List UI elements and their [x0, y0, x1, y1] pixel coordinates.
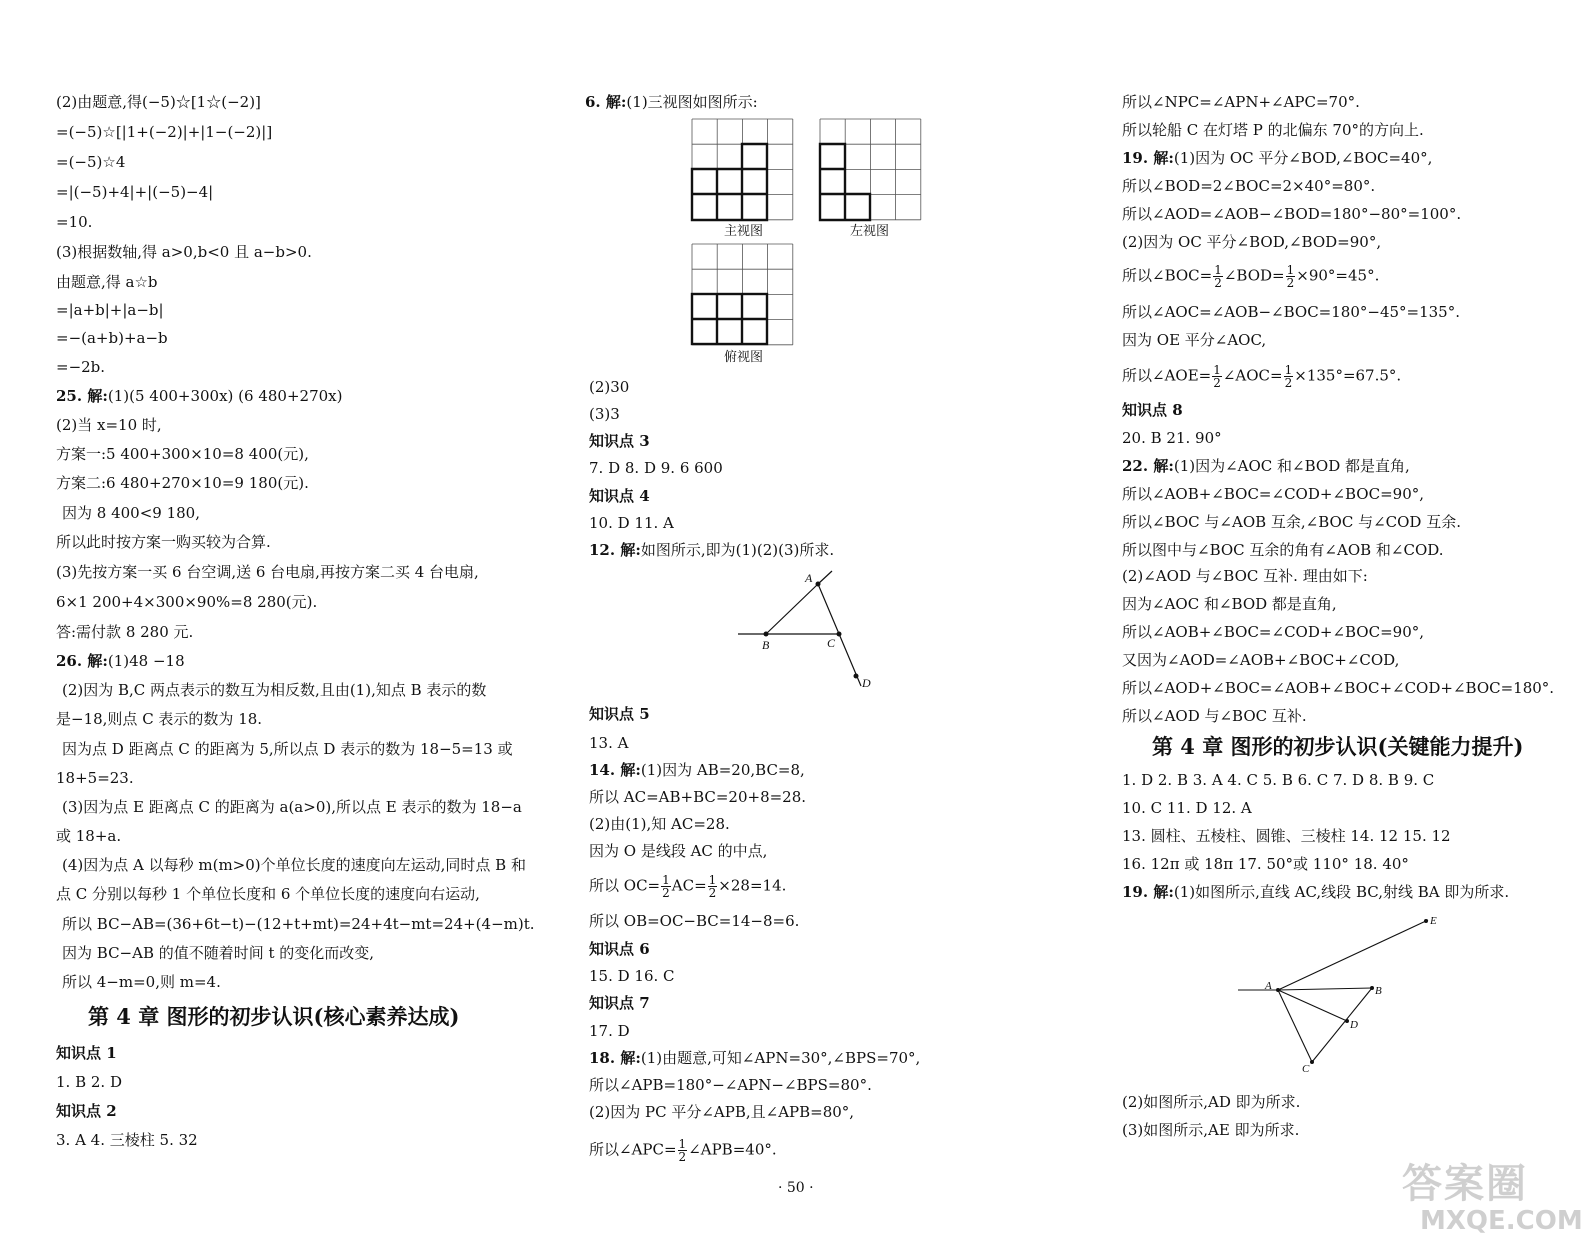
col1-line: 方案二:6 480+270×10=9 180(元). [56, 474, 309, 492]
fig12-label-d: D [862, 676, 871, 690]
col2-line [589, 540, 834, 560]
col1-line: 方案一:5 400+300×10=8 400(元), [56, 445, 309, 463]
problem-12-figure [736, 566, 886, 696]
watermark-logo [1402, 1152, 1528, 1209]
col1-line: 由题意,得 a☆b [56, 273, 158, 291]
col3b-line [1122, 882, 1509, 902]
col1-line: =10. [56, 213, 93, 231]
fraction: $\frac{1}{2}$ [678, 1137, 687, 1164]
col2-line: 知识点 6 [589, 940, 650, 958]
col2-line: 15. D 16. C [589, 967, 675, 985]
col1-line: 答:需付款 8 280 元. [56, 623, 194, 641]
col2-line: 知识点 3 [589, 432, 650, 450]
solution-text: (1)由题意,可知∠APN=30°,∠BPS=70°, [640, 1049, 921, 1067]
left-view-caption: 左视图 [850, 224, 890, 239]
chapter-4-key-heading: 第 4 章 图形的初步认识(关键能力提升) [1152, 734, 1524, 759]
col3b-line: 10. C 11. D 12. A [1122, 799, 1252, 817]
col1-line: 因为点 D 距离点 C 的距离为 5,所以点 D 表示的数为 18−5=13 或 [62, 740, 513, 758]
fraction: $\frac{1}{2}$ [1214, 263, 1222, 290]
col3a-line: 因为∠AOC 和∠BOD 都是直角, [1122, 595, 1337, 613]
col1-line: 因为 BC−AB 的值不随着时间 t 的变化而改变, [62, 944, 375, 962]
col3b-line: 16. 12π 或 18π 17. 50°或 110° 18. 40° [1122, 855, 1409, 873]
col3a-line: 所以∠AOD+∠BOC=∠AOB+∠BOC+∠COD+∠BOC=180°. [1122, 679, 1555, 697]
col1-line: 是−18,则点 C 表示的数为 18. [56, 710, 263, 728]
col1-line: 点 C 分别以每秒 1 个单位长度和 6 个单位长度的速度向右运动, [56, 885, 480, 903]
col2-line: (3)3 [589, 405, 620, 423]
solution-text: (1)(5 400+300x) (6 480+270x) [107, 387, 343, 405]
col3a-line: 又因为∠AOD=∠AOB+∠BOC+∠COD, [1122, 651, 1400, 669]
col2-line: 7. D 8. D 9. 6 600 [589, 459, 723, 477]
fig12-label-b: B [762, 638, 770, 652]
col3a-line: (2)∠AOD 与∠BOC 互补. 理由如下: [1122, 567, 1368, 585]
solution-text: (1)因为∠AOC 和∠BOD 都是直角, [1173, 457, 1410, 475]
fig19-label-c: C [1302, 1063, 1310, 1075]
col2-line: 知识点 4 [589, 487, 650, 505]
col2-line: (2)因为 PC 平分∠APB,且∠APB=80°, [589, 1103, 855, 1121]
fraction: $\frac{1}{2}$ [662, 873, 670, 900]
left-view-figure [818, 118, 924, 230]
top-view-figure [690, 243, 796, 349]
col1-line: (2)因为 B,C 两点表示的数互为相反数,且由(1),知点 B 表示的数 [62, 681, 487, 699]
fig19-label-a: A [1265, 980, 1272, 992]
col3a-line: 所以∠BOC 与∠AOB 互余,∠BOC 与∠COD 互余. [1122, 513, 1461, 531]
solution-text: 如图所示,即为(1)(2)(3)所求. [640, 541, 835, 559]
solution-text: (1)因为 OC 平分∠BOD,∠BOC=40°, [1173, 149, 1433, 167]
col1_tail-line: 知识点 1 [56, 1044, 117, 1062]
col3a-line: 知识点 8 [1122, 401, 1183, 419]
col1-line: =(−5)☆4 [56, 153, 126, 171]
fraction: $\frac{1}{2}$ [1284, 363, 1293, 390]
fig12-label-c: C [827, 636, 836, 650]
problem-number: 25. 解: [56, 387, 108, 405]
col3b-line: 1. D 2. B 3. A 4. C 5. B 6. C 7. D 8. B 9. C [1122, 771, 1435, 789]
col1-line: =|(−5)+4|+|(−5)−4| [56, 183, 214, 201]
fraction: $\frac{1}{2}$ [708, 873, 717, 900]
col1-line: (3)先按方案一买 6 台空调,送 6 台电扇,再按方案二买 4 台电扇, [56, 563, 479, 581]
col3_frac-line: 所以∠BOC= $\frac{1}{2}$ ∠BOD= $\frac{1}{2}$ ×90°=45°. [1122, 263, 1380, 290]
fig12-label-a: A [805, 571, 813, 585]
col3a-line: 所以∠BOD=2∠BOC=2×40°=80°. [1122, 177, 1376, 195]
watermark-brand: 答案圈 [1402, 1161, 1528, 1207]
solution-text: (1)三视图如图所示: [626, 93, 758, 111]
col1-line: =−2b. [56, 358, 106, 376]
page-number: · 50 · [778, 1180, 814, 1196]
col1_tail-line: 3. A 4. 三棱柱 5. 32 [56, 1131, 198, 1149]
col3a-line: 所以轮船 C 在灯塔 P 的北偏东 70°的方向上. [1122, 121, 1424, 139]
watermark-site: MXQE.COM [1420, 1206, 1583, 1236]
col1-line: 因为 8 400<9 180, [62, 504, 200, 522]
col2-line: 所以∠APB=180°−∠APN−∠BPS=80°. [589, 1076, 872, 1094]
col1-line: (4)因为点 A 以每秒 m(m>0)个单位长度的速度向左运动,同时点 B 和 [62, 856, 526, 874]
col1-line: =|a+b|+|a−b| [56, 301, 164, 319]
col2-line: 因为 O 是线段 AC 的中点, [589, 842, 768, 860]
col3b-line: (3)如图所示,AE 即为所求. [1122, 1121, 1300, 1139]
col1-line: 所以此时按方案一购买较为合算. [56, 533, 271, 551]
col3a-line [1122, 456, 1410, 476]
col1-line [56, 386, 342, 406]
col1-line: (3)因为点 E 距离点 C 的距离为 a(a>0),所以点 E 表示的数为 18−a [62, 798, 522, 816]
fig19-label-b: B [1375, 985, 1382, 997]
col2-line: 17. D [589, 1022, 630, 1040]
col2-line: 所以 OB=OC−BC=14−8=6. [589, 912, 800, 930]
col3a-line: 所以图中与∠BOC 互余的角有∠AOB 和∠COD. [1122, 541, 1444, 559]
problem-number: 19. 解: [1122, 149, 1174, 167]
col3a-line: 所以∠AOD=∠AOB−∠BOD=180°−80°=100°. [1122, 205, 1462, 223]
problem-number: 18. 解: [589, 1049, 641, 1067]
fraction: $\frac{1}{2}$ [1213, 363, 1221, 390]
fig19-label-d: D [1350, 1019, 1358, 1031]
col1-line: 或 18+a. [56, 827, 122, 845]
col1-line: (2)由题意,得(−5)☆[1☆(−2)] [56, 93, 261, 111]
col1_tail-line: 知识点 2 [56, 1102, 117, 1120]
front-view-caption: 主视图 [724, 224, 764, 239]
col2-line [589, 1048, 920, 1068]
col1-line: =(−5)☆[|1+(−2)|+|1−(−2)|] [56, 123, 273, 141]
chapter-4-core-heading: 第 4 章 图形的初步认识(核心素养达成) [88, 1004, 460, 1029]
col1-line [56, 651, 185, 671]
col1-line: 6×1 200+4×300×90%=8 280(元). [56, 593, 318, 611]
col3a-line: (2)因为 OC 平分∠BOD,∠BOD=90°, [1122, 233, 1382, 251]
solution-text: (1)因为 AB=20,BC=8, [640, 761, 805, 779]
col2-line: 所以 AC=AB+BC=20+8=28. [589, 788, 807, 806]
col3_frac-line: 所以∠AOE= $\frac{1}{2}$ ∠AOC= $\frac{1}{2}$ ×135°=67.5°. [1122, 363, 1402, 390]
col1-line: =−(a+b)+a−b [56, 329, 168, 347]
problem-number: 12. 解: [589, 541, 641, 559]
col3a-line: 所以∠AOD 与∠BOC 互补. [1122, 707, 1307, 725]
col2-line: 知识点 7 [589, 994, 650, 1012]
col2-line [589, 760, 805, 780]
col2_top-line [585, 92, 758, 112]
col3a-line: 所以∠NPC=∠APN+∠APC=70°. [1122, 93, 1360, 111]
col2-line: 10. D 11. A [589, 514, 674, 532]
col2-line: (2)30 [589, 378, 630, 396]
col3a-line: 所以∠AOC=∠AOB−∠BOC=180°−45°=135°. [1122, 303, 1460, 321]
col3a-line [1122, 148, 1432, 168]
fraction: $\frac{1}{2}$ [1286, 263, 1295, 290]
problem-number: 19. 解: [1122, 883, 1174, 901]
col1-line: (3)根据数轴,得 a>0,b<0 且 a−b>0. [56, 243, 312, 261]
col1-line: 18+5=23. [56, 769, 134, 787]
problem-19-figure [1236, 912, 1446, 1074]
col3b-line: 13. 圆柱、五棱柱、圆锥、三棱柱 14. 12 15. 12 [1122, 827, 1451, 845]
col1-line: (2)当 x=10 时, [56, 416, 162, 434]
col3b-line: (2)如图所示,AD 即为所求. [1122, 1093, 1301, 1111]
col2-line: (2)由(1),知 AC=28. [589, 815, 730, 833]
problem-number: 26. 解: [56, 652, 108, 670]
col2_frac-line: 所以 OC= $\frac{1}{2}$ AC= $\frac{1}{2}$ ×28=14. [589, 873, 787, 900]
col1-line: 所以 4−m=0,则 m=4. [62, 973, 221, 991]
problem-number: 14. 解: [589, 761, 641, 779]
fig19-label-e: E [1430, 915, 1437, 927]
front-view-figure [690, 118, 796, 230]
problem-number: 22. 解: [1122, 457, 1174, 475]
col2-line: 13. A [589, 734, 629, 752]
col3a-line: 所以∠AOB+∠BOC=∠COD+∠BOC=90°, [1122, 485, 1425, 503]
col2-line: 知识点 5 [589, 705, 650, 723]
col1_tail-line: 1. B 2. D [56, 1073, 122, 1091]
col3a-line: 因为 OE 平分∠AOC, [1122, 331, 1267, 349]
col2_frac-line: 所以∠APC= $\frac{1}{2}$ ∠APB=40°. [589, 1137, 777, 1164]
solution-text: (1)如图所示,直线 AC,线段 BC,射线 BA 即为所求. [1173, 883, 1510, 901]
col3a-line: 所以∠AOB+∠BOC=∠COD+∠BOC=90°, [1122, 623, 1425, 641]
col3a-line: 20. B 21. 90° [1122, 429, 1222, 447]
top-view-caption: 俯视图 [724, 350, 764, 365]
col1-line: 所以 BC−AB=(36+6t−t)−(12+t+mt)=24+4t−mt=24+(4−m)t. [62, 915, 535, 933]
solution-text: (1)48 −18 [107, 652, 185, 670]
problem-number: 6. 解: [585, 93, 627, 111]
